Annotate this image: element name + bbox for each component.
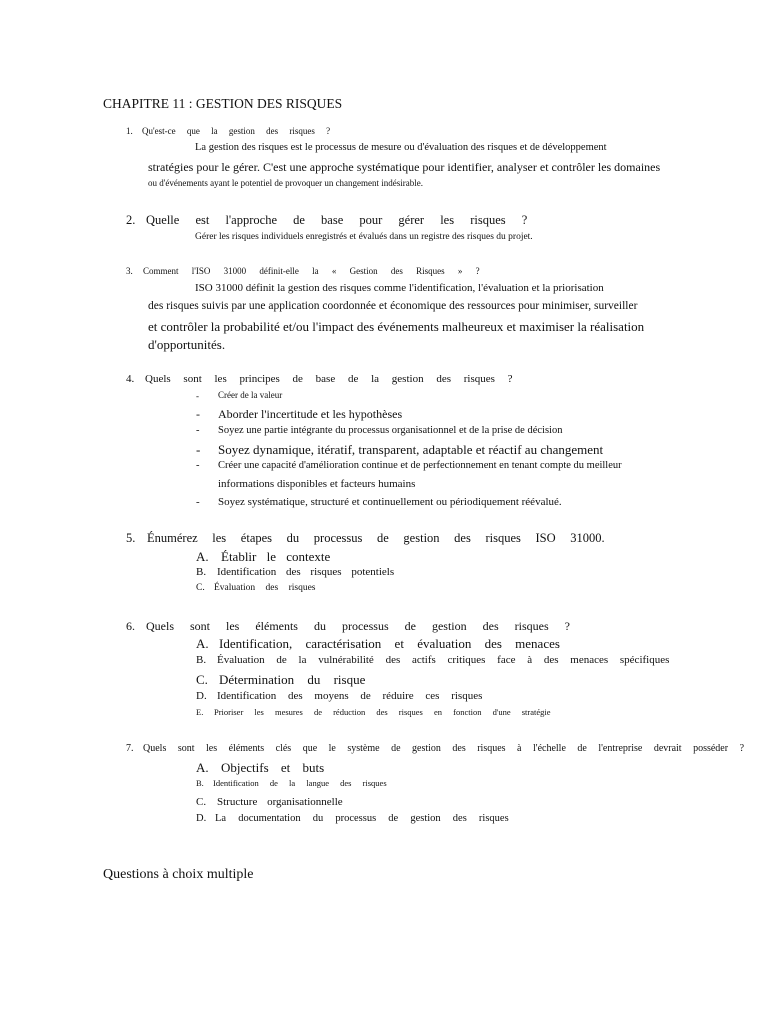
question-6-number: 6.	[126, 619, 135, 633]
question-1-answer-line-3: ou d'événements ayant le potentiel de provoquer un changement indésirable.	[148, 178, 424, 188]
item-letter: B.	[196, 654, 207, 666]
bullet-dash: -	[196, 460, 200, 471]
question-5-number: 5.	[126, 531, 136, 545]
question-4-text: Quels sont les principes de base de la gestion des risques ?	[145, 373, 513, 385]
principle-2: Aborder l'incertitude et les hypothèses	[218, 407, 403, 421]
question-4-number: 4.	[126, 373, 135, 385]
bullet-dash: -	[196, 407, 200, 421]
question-3-answer-line-4: d'opportunités.	[148, 337, 226, 352]
item-letter: C.	[196, 583, 205, 593]
bullet-dash: -	[196, 496, 200, 508]
element-e: Prioriser les mesures de réduction des risques en fonction d'une stratégie	[214, 707, 551, 717]
question-6-text: Quels sont les éléments du processus de gestion des risques ?	[146, 619, 570, 633]
question-3-answer-line-3: et contrôler la probabilité et/ou l'impact des événements malheureux et maximiser la réalisation	[148, 319, 645, 334]
item-letter: E.	[196, 707, 204, 717]
question-3-text: Comment l'ISO 31000 définit-elle la « Gestion des Risques » ?	[143, 266, 480, 276]
principle-3: Soyez une partie intégrante du processus organisationnel et de la prise de décision	[218, 425, 563, 436]
principle-5-continued: informations disponibles et facteurs humains	[218, 478, 416, 490]
question-3-number: 3.	[126, 266, 133, 276]
question-5-text: Énumérez les étapes du processus de gestion des risques ISO 31000.	[147, 531, 605, 545]
principle-4: Soyez dynamique, itératif, transparent, adaptable et réactif au changement	[218, 442, 604, 457]
question-1-answer-line-1: La gestion des risques est le processus de mesure ou d'évaluation des risques et de développement	[195, 142, 607, 153]
item-letter: A.	[196, 760, 209, 775]
question-1-text: Qu'est-ce que la gestion des risques ?	[142, 126, 331, 136]
item-letter: A.	[196, 549, 209, 564]
item-letter: D.	[196, 690, 207, 702]
question-7-number: 7.	[126, 743, 134, 754]
question-7-text: Quels sont les éléments clés que le système de gestion des risques à l'échelle de l'entreprise devrait posséder ?	[143, 743, 745, 754]
principle-1: Créer de la valeur	[218, 390, 283, 400]
step-c: Évaluation des risques	[214, 583, 316, 593]
key-element-b: Identification de la langue des risques	[213, 778, 387, 788]
element-b: Évaluation de la vulnérabilité des actifs critiques face à des menaces spécifiques	[217, 654, 670, 666]
bullet-dash: -	[196, 425, 200, 436]
section-heading-mcq: Questions à choix multiple	[103, 867, 254, 882]
question-3-answer-line-1: ISO 31000 définit la gestion des risques comme l'identification, l'évaluation et la priorisation	[195, 282, 604, 294]
item-letter: C.	[196, 672, 208, 687]
key-element-d: La documentation du processus de gestion des risques	[215, 813, 509, 824]
element-d: Identification des moyens de réduire ces risques	[217, 690, 483, 702]
item-letter: B.	[196, 566, 207, 578]
principle-6: Soyez systématique, structuré et continuellement ou périodiquement réévalué.	[218, 496, 562, 508]
question-1-answer-line-2: stratégies pour le gérer. C'est une approche systématique pour identifier, analyser et contrôler les domaines	[148, 160, 661, 174]
question-2-answer-line-1: Gérer les risques individuels enregistrés et évalués dans un registre des risques du projet.	[195, 232, 533, 242]
principle-5: Créer une capacité d'amélioration continue et de perfectionnement en tenant compte du meilleur	[218, 460, 622, 471]
question-1-number: 1.	[126, 126, 133, 136]
item-letter: D.	[196, 813, 207, 824]
question-3-answer-line-2: des risques suivis par une application coordonnée et économique des ressources pour minimiser, surveiller	[148, 300, 638, 312]
item-letter: A.	[196, 636, 209, 651]
bullet-dash: -	[196, 442, 201, 457]
chapter-title: CHAPITRE 11 : GESTION DES RISQUES	[103, 96, 343, 111]
key-element-c: Structure organisationnelle	[217, 796, 343, 808]
item-letter: C.	[196, 796, 207, 808]
element-a: Identification, caractérisation et évaluation des menaces	[219, 636, 560, 651]
element-c: Détermination du risque	[219, 672, 366, 687]
bullet-dash: -	[196, 391, 199, 401]
item-letter: B.	[196, 778, 204, 788]
step-a: Établir le contexte	[221, 549, 331, 564]
step-b: Identification des risques potentiels	[217, 566, 395, 578]
key-element-a: Objectifs et buts	[221, 760, 325, 775]
question-2-text: Quelle est l'approche de base pour gérer les risques ?	[146, 213, 528, 227]
question-2-number: 2.	[126, 213, 136, 227]
